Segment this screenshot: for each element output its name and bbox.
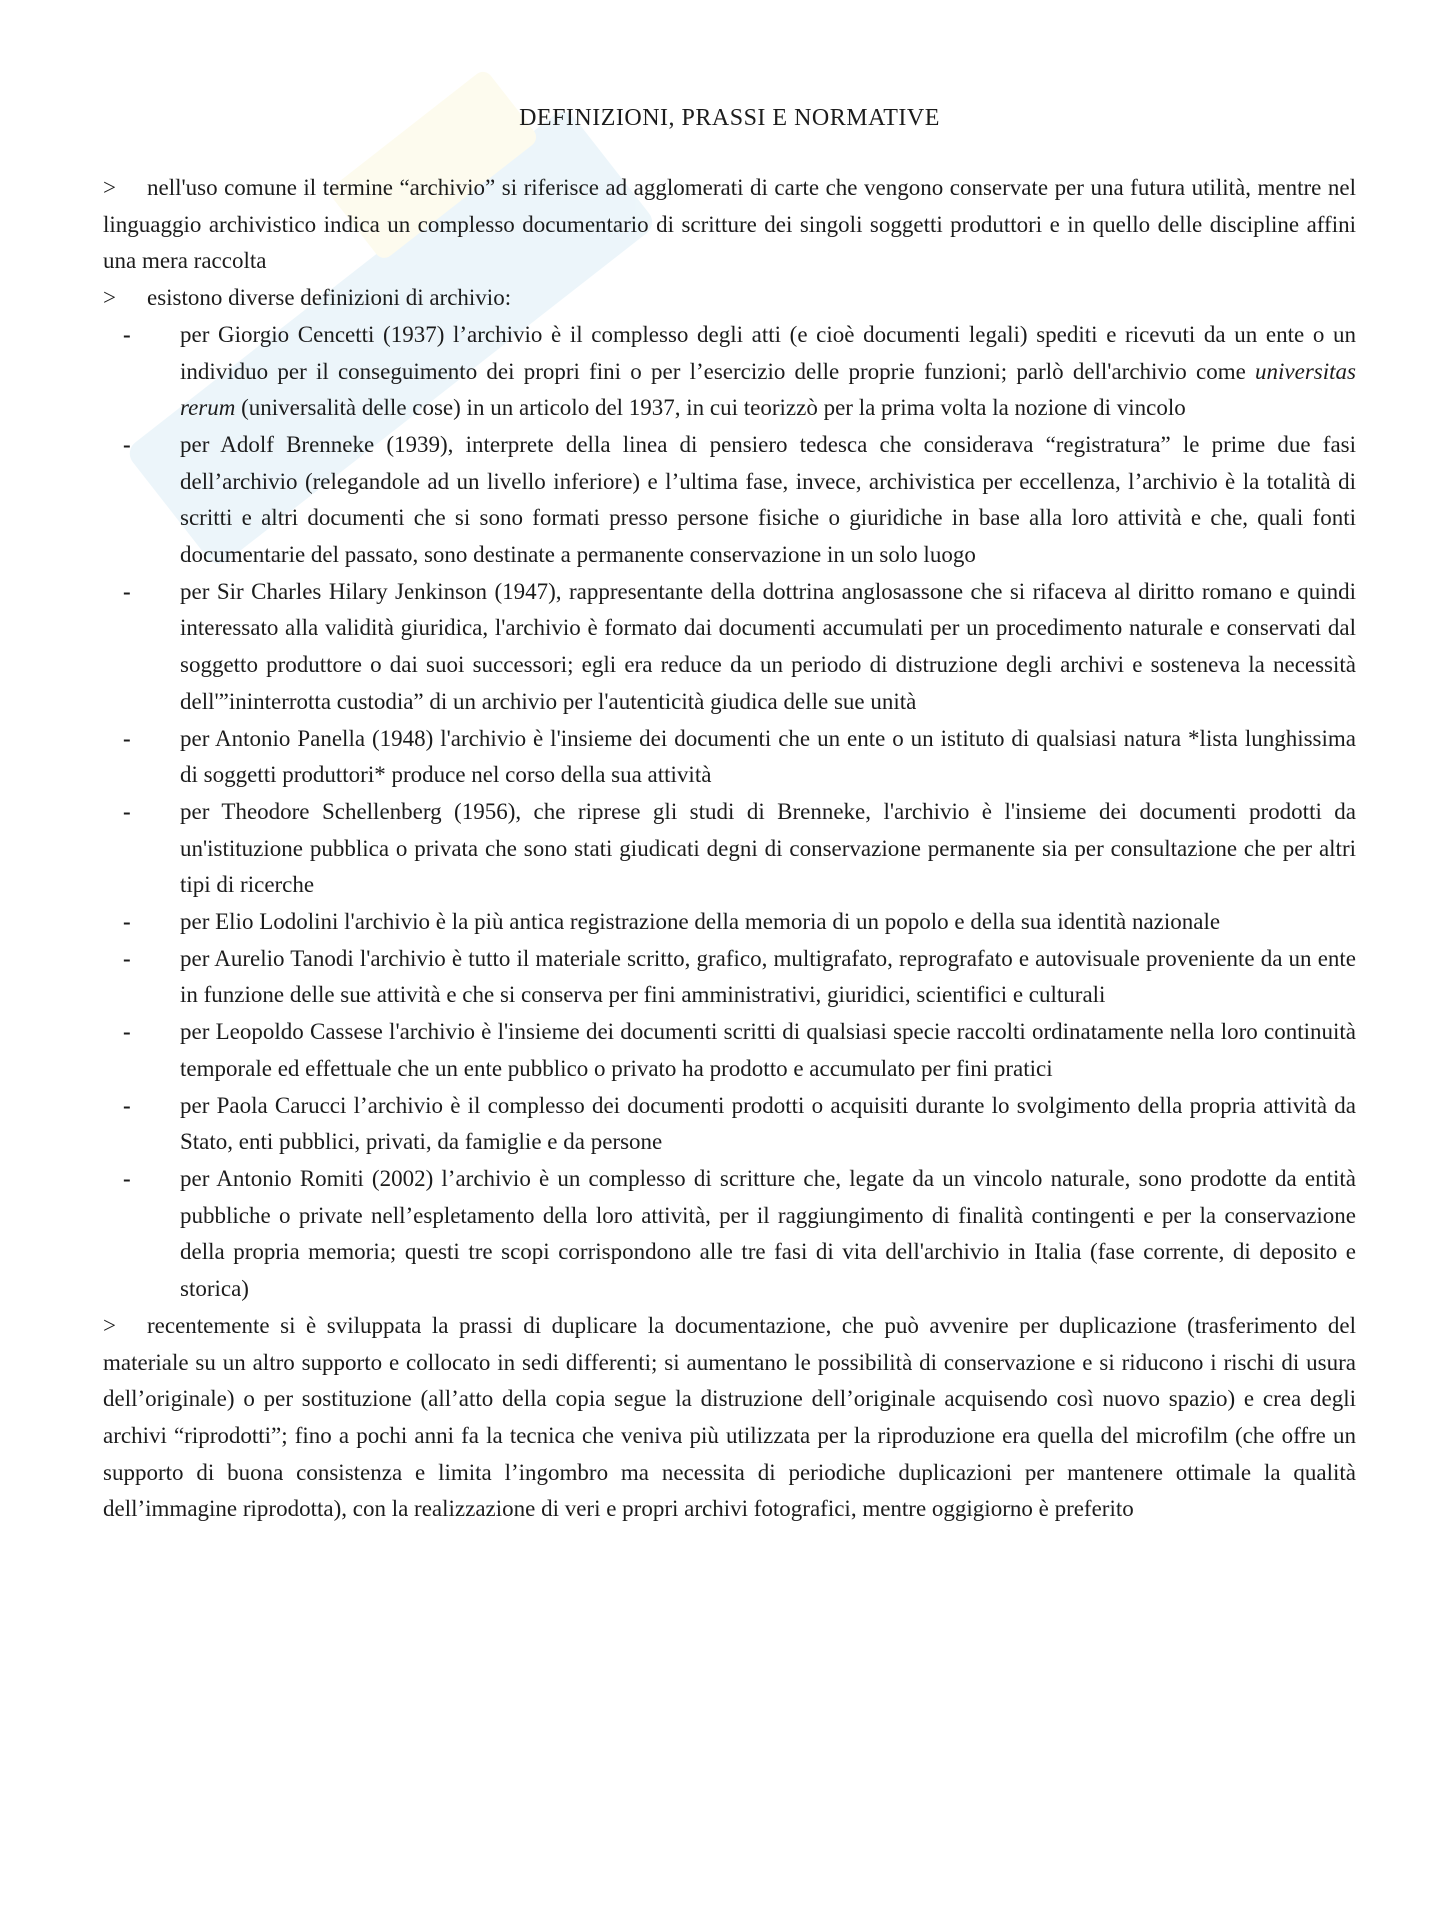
bullet-dash: -	[123, 945, 131, 971]
bullet-dash: -	[123, 725, 131, 751]
definition-brenneke-text: per Adolf Brenneke (1939), interprete della linea di pensiero tedesca che considerava “registratura” le prime due fasi dell’archivio (relegandole ad un livello inferiore) e l’ultima fase, invece, archivistica per eccellenza, l’archivio è la totalità di scritti e altri documenti che si sono formati presso persone fisiche o giuridiche in base alla loro attività e che, quali fonti documentarie del passato, sono destinate a permanente conservazione in un solo luogo	[180, 431, 1356, 568]
definition-cencetti-italic: universitas rerum	[180, 358, 1356, 421]
bullet-dash: -	[123, 321, 131, 347]
bullet-dash: -	[123, 909, 131, 935]
definition-romiti-text: per Antonio Romiti (2002) l’archivio è un complesso di scritture che, legate da un vincolo naturale, sono prodotte da entità pubbliche o private nell’espletamento della loro attività, per il raggiungimento di finalità contingenti e per la conservazione della propria memoria; questi tre scopi corrispondono alle tre fasi di vita dell'archivio in Italia (fase corrente, di deposito e storica)	[180, 1165, 1356, 1302]
definition-cencetti	[103, 317, 1356, 427]
intro-text-definitions: esistono diverse definizioni di archivio:	[147, 285, 512, 311]
definition-lodolini	[103, 904, 1356, 941]
definition-lodolini-text: per Elio Lodolini l'archivio è la più antica registrazione della memoria di un popolo e della sua identità nazionale	[180, 909, 1221, 935]
definition-panella-text: per Antonio Panella (1948) l'archivio è l'insieme dei documenti che un ente o un istituto di qualsiasi natura *lista lunghissima di soggetti produttori* produce nel corso della sua attività	[180, 725, 1356, 788]
intro-paragraph-usage	[103, 170, 1356, 280]
definition-tanodi	[103, 941, 1356, 1014]
definition-romiti	[103, 1161, 1356, 1308]
definition-cassese	[103, 1014, 1356, 1087]
definition-cencetti-after: (universalità delle cose) in un articolo del 1937, in cui teorizzò per la prima volta la nozione di vincolo	[235, 395, 1186, 421]
definition-tanodi-text: per Aurelio Tanodi l'archivio è tutto il materiale scritto, grafico, multigrafato, reprografato e autovisuale proveniente da un ente in funzione delle sue attività e che si conserva per fini amministrativi, giuridici, scientifici e culturali	[180, 945, 1356, 1008]
definition-cassese-text: per Leopoldo Cassese l'archivio è l'insieme dei documenti scritti di qualsiasi specie raccolti ordinatamente nella loro continuità temporale ed effettuale che un ente pubblico o privato ha prodotto e accumulato per fini pratici	[180, 1019, 1356, 1081]
bullet-dash: -	[123, 798, 131, 824]
definition-carucci-text: per Paola Carucci l’archivio è il complesso dei documenti prodotti o acquisiti durante lo svolgimento della propria attività da Stato, enti pubblici, privati, da famiglie e da persone	[180, 1092, 1356, 1155]
closing-text: recentemente si è sviluppata la prassi di duplicare la documentazione, che può avvenire per duplicazione (trasferimento del materiale su un altro supporto e collocato in sedi differenti; si aumentano le possibilità di conservazione e si riducono i rischi di usura dell’originale) o per sostituzione (all’atto della copia segue la distruzione dell’originale acquisendo così nuovo spazio) e crea degli archivi “riprodotti”; fino a pochi anni fa la tecnica che veniva più utilizzata per la riproduzione era quella del microfilm (che offre un supporto di buona consistenza e limita l’ingombro ma necessita di periodiche duplicazioni per mantenere ottimale la qualità dell’immagine riprodotta), con la realizzazione di veri e propri archivi fotografici, mentre oggigiorno è preferito	[103, 1312, 1356, 1522]
definition-schellenberg	[103, 794, 1356, 904]
intro-text-usage: nell'uso comune il termine “archivio” si riferisce ad agglomerati di carte che vengono conservate per una futura utilità, mentre nel linguaggio archivistico indica un complesso documentario di scritture dei singoli soggetti produttori e in quello delle discipline affini una mera raccolta	[103, 175, 1356, 274]
definition-panella	[103, 721, 1356, 794]
page-title: DEFINIZIONI, PRASSI E NORMATIVE	[519, 105, 940, 131]
definition-schellenberg-text: per Theodore Schellenberg (1956), che riprese gli studi di Brenneke, l'archivio è l'insieme dei documenti prodotti da un'istituzione pubblica o privata che sono stati giudicati degni di conservazione permanente sia per consultazione che per altri tipi di ricerche	[180, 798, 1356, 898]
bullet-dash: -	[123, 1019, 131, 1045]
intro-paragraph-definitions	[103, 280, 1356, 317]
document-body	[103, 96, 1356, 1528]
bullet-dash: -	[123, 1092, 131, 1118]
definition-cencetti-before: per Giorgio Cencetti (1937) l’archivio è il complesso degli atti (e cioè documenti legali) spediti e ricevuti da un ente o un individuo per il conseguimento dei propri fini o per l’esercizio delle proprie funzioni; parlò dell'archivio come	[180, 321, 1356, 384]
definition-jenkinson-text: per Sir Charles Hilary Jenkinson (1947), rappresentante della dottrina anglosassone che si rifaceva al diritto romano e quindi interessato alla validità giuridica, l'archivio è formato dai documenti accumulati per un procedimento naturale e conservati dal soggetto produttore o dai suoi successori; egli era reduce da un periodo di distruzione degli archivi e sosteneva la necessità dell'”ininterrotta custodia” di un archivio per l'autenticità giudica delle sue unità	[180, 578, 1356, 714]
bullet-dash: -	[123, 578, 131, 604]
arrow-marker: >	[103, 285, 116, 311]
definition-brenneke	[103, 427, 1356, 574]
bullet-dash: -	[123, 431, 131, 457]
arrow-marker: >	[103, 175, 116, 200]
definition-carucci	[103, 1088, 1356, 1161]
definitions-list	[103, 317, 1356, 1308]
closing-paragraph	[103, 1308, 1356, 1528]
arrow-marker: >	[103, 1312, 116, 1338]
bullet-dash: -	[123, 1165, 131, 1191]
definition-jenkinson	[103, 574, 1356, 721]
